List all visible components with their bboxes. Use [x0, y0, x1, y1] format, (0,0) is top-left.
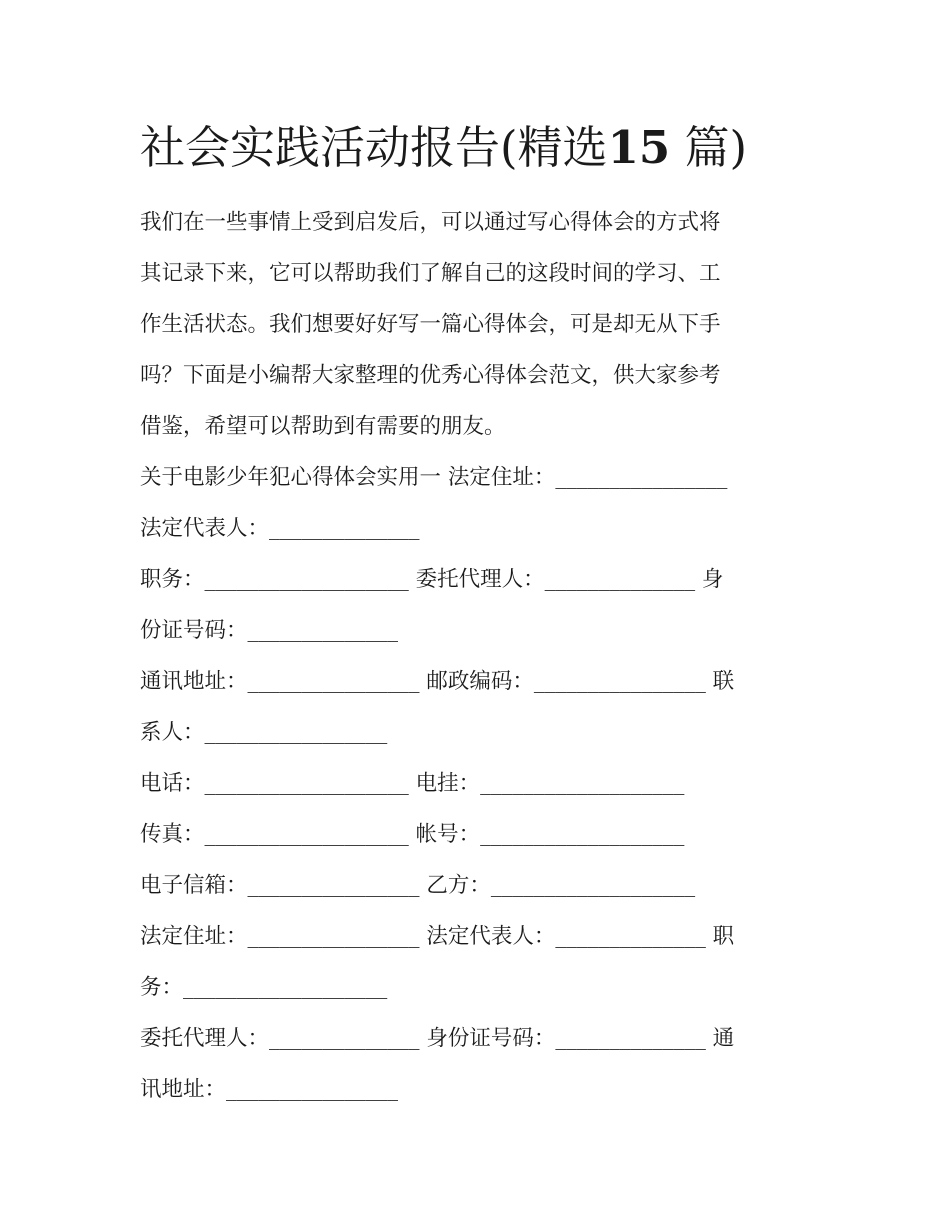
body-line: 我们在一些事情上受到启发后，可以通过写心得体会的方式将	[140, 210, 721, 235]
form-line: 电话：___________________ 电挂：___________________	[140, 771, 685, 796]
form-line: 职务：___________________ 委托代理人：______________ 身	[140, 567, 724, 592]
form-line: 关于电影少年犯心得体会实用一 法定住址：________________	[140, 465, 728, 490]
form-line: 份证号码：______________	[140, 618, 399, 643]
document-title	[140, 118, 840, 178]
title-number: 15	[607, 121, 671, 174]
form-line: 委托代理人：______________ 身份证号码：______________ 通	[140, 1026, 735, 1051]
form-line: 传真：___________________ 帐号：___________________	[140, 822, 685, 847]
body-line: 其记录下来，它可以帮助我们了解自己的这段时间的学习、工	[140, 261, 721, 286]
form-line: 法定代表人：______________	[140, 516, 420, 541]
body-line: 吗？下面是小编帮大家整理的优秀心得体会范文，供大家参考	[140, 363, 721, 388]
form-line: 电子信箱：________________ 乙方：___________________	[140, 873, 696, 898]
body-line: 作生活状态。我们想要好好写一篇心得体会，可是却无从下手	[140, 312, 721, 337]
form-line: 系人：_________________	[140, 720, 388, 745]
form-line: 讯地址：________________	[140, 1077, 399, 1102]
form-line: 务：___________________	[140, 975, 388, 1000]
title-prefix: 社会实践活动报告(精选	[140, 121, 608, 174]
document-body	[140, 197, 820, 1115]
form-line: 通讯地址：________________ 邮政编码：________________ 联	[140, 669, 735, 694]
form-line: 法定住址：________________ 法定代表人：______________ 职	[140, 924, 735, 949]
title-suffix: 篇)	[684, 121, 748, 174]
body-line: 借鉴，希望可以帮助到有需要的朋友。	[140, 414, 506, 439]
